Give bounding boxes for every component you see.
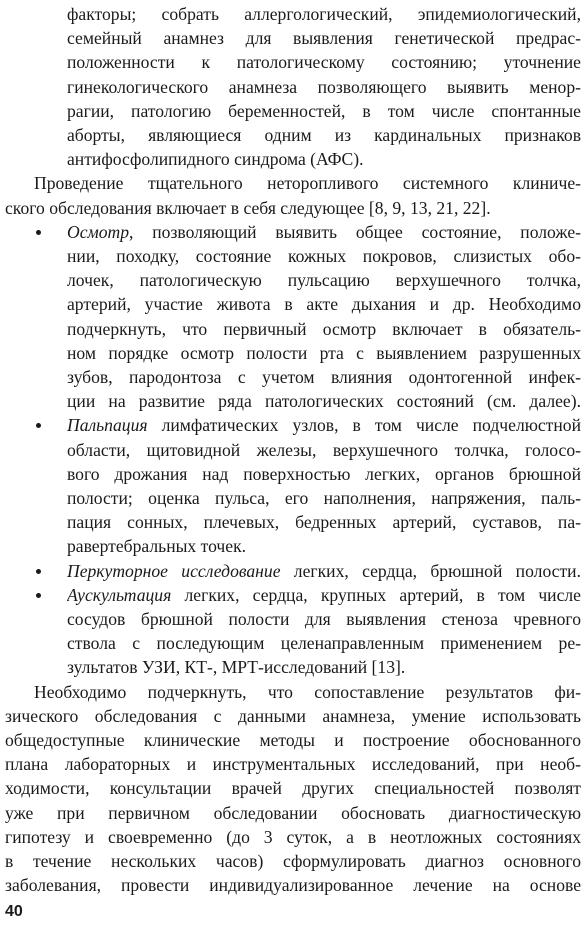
text-line-content: зубов, пародонтоза с учетом влияния одонтогенной инфек-: [67, 367, 581, 387]
text-line-content: [67, 559, 581, 583]
text-line-content: ствола с последующим целенаправленным применением ре-: [67, 633, 581, 654]
text-line: [0, 534, 586, 558]
text-line-content: [67, 413, 581, 437]
text-line: [0, 292, 586, 316]
text-line-content: плана лабораторных и инструментальных исследований, при необ-: [5, 754, 581, 775]
text-line: [0, 607, 586, 631]
text-line: [0, 341, 586, 365]
text-line-content: области, щитовидной железы, верхушечного толчка, голосо-: [67, 439, 581, 460]
text-line-content: Проведение тщательного неторопливого системного клиниче-: [34, 173, 581, 194]
text-line-content: нии, походку, состояние кожных покровов, слизистых обо-: [67, 246, 581, 266]
bullet-text: лимфатических узлов, в том числе подчелюстной: [147, 415, 581, 436]
text-line: [0, 389, 586, 413]
text-line-content: лочек, патологическую пульсацию верхушечного толчка,: [67, 270, 581, 291]
text-line: [0, 50, 586, 74]
text-line: [0, 26, 586, 50]
text-line: [0, 171, 586, 195]
text-line-content: аборты, являющиеся одним из кардинальных признаков: [67, 125, 581, 145]
bullet-text: легких, сердца, брюшной полости.: [280, 560, 581, 581]
text-line-content: заболевания, провести индивидуализированное лечение на основе: [5, 875, 581, 896]
text-line-content: сосудов брюшной полости для выявления стеноза чревного: [67, 609, 581, 629]
text-line-content: в течение нескольких часов) сформулировать диагноз основного: [5, 851, 581, 871]
text-line-content: полости; оценка пульса, его наполнения, напряжения, паль-: [67, 488, 581, 508]
text-line: [0, 244, 586, 268]
text-line-content: положенности к патологическому состоянию; уточнение: [67, 52, 581, 73]
bullet-marker: [36, 230, 41, 235]
text-line: [0, 123, 586, 147]
text-line: [0, 776, 586, 800]
text-line-content: гипотезу и своевременно (до 3 суток, а в неотложных состояниях: [5, 826, 581, 847]
text-line: [0, 438, 586, 462]
page-number: 40: [5, 903, 23, 920]
bullet-item-first-line: [0, 413, 586, 437]
text-line-content: ского обследования включает в себя следующее [8, 9, 13, 21, 22].: [5, 197, 491, 218]
text-line-content: подчеркнуть, что первичный осмотр включает в обязатель-: [67, 318, 581, 339]
text-line: [0, 196, 586, 220]
bullet-item-first-line: [0, 220, 586, 244]
text-line-content: пация сонных, плечевых, бедренных артерий, суставов, па-: [67, 512, 581, 533]
text-line: [0, 873, 586, 897]
text-line: [0, 99, 586, 123]
text-line-content: рагии, патологию беременностей, в том числе спонтанные: [67, 100, 581, 121]
text-line: [0, 510, 586, 534]
text-line-content: равертебральных точек.: [67, 536, 247, 557]
text-line: [0, 2, 586, 26]
bullet-term: Осмотр: [67, 221, 130, 242]
text-line: [0, 365, 586, 389]
text-line: [0, 268, 586, 292]
text-line-content: семейный анамнез для выявления генетической предрас-: [67, 28, 581, 49]
bullet-text: легких, сердца, крупных артерий, в том числе: [171, 584, 581, 605]
text-line-content: уже при первичном обследовании обосновать диагностическую: [5, 802, 581, 823]
text-line-content: антифосфолипидного синдрома (АФС).: [67, 149, 364, 170]
text-line: [0, 317, 586, 341]
text-line-content: ции на развитие ряда патологических состояний (см. далее).: [67, 391, 581, 412]
text-line-content: общедоступные клинические методы и построение обоснованного: [5, 730, 581, 750]
bullet-marker: [36, 569, 41, 574]
text-line: [0, 680, 586, 704]
text-line: [0, 752, 586, 776]
text-line: [0, 75, 586, 99]
text-line: [0, 655, 586, 679]
text-line: [0, 486, 586, 510]
text-line-content: зультатов УЗИ, КТ-, МРТ-исследований [13].: [67, 657, 406, 678]
text-line-content: [67, 583, 581, 607]
text-line-content: ном порядке осмотр полости рта с выявлением разрушенных: [67, 342, 581, 363]
text-line: [0, 849, 586, 873]
bullet-item-first-line: [0, 559, 586, 583]
text-line-content: гинекологического анамнеза позволяющего выявить менор-: [67, 76, 581, 97]
text-line: [0, 801, 586, 825]
bullet-item-first-line: [0, 583, 586, 607]
text-line-content: Необходимо подчеркнуть, что сопоставление результатов фи-: [34, 681, 581, 702]
text-line-content: зического обследования с данными анамнеза, умение использовать: [5, 705, 581, 726]
text-line-content: ходимости, консультации врачей других специальностей позволят: [5, 778, 581, 799]
bullet-marker: [36, 423, 41, 428]
bullet-marker: [36, 593, 41, 598]
bullet-text: , позволяющий выявить общее состояние, положе-: [129, 221, 581, 242]
text-line: [0, 728, 586, 752]
bullet-term: Аускультация: [67, 584, 172, 605]
text-line-content: артерий, участие живота в акте дыхания и др. Необходимо: [67, 294, 581, 315]
text-line: [0, 704, 586, 728]
text-line: [0, 147, 586, 171]
text-line-content: [67, 220, 581, 244]
bullet-term: Пальпация: [67, 415, 148, 436]
bullet-term: Перкуторное исследование: [67, 560, 281, 581]
text-line-content: факторы; собрать аллергологический, эпидемиологический,: [67, 4, 581, 24]
text-line: [0, 631, 586, 655]
text-line: [0, 462, 586, 486]
text-line-content: вого дрожания над поверхностью легких, органов брюшной: [67, 463, 581, 484]
text-line: [0, 825, 586, 849]
